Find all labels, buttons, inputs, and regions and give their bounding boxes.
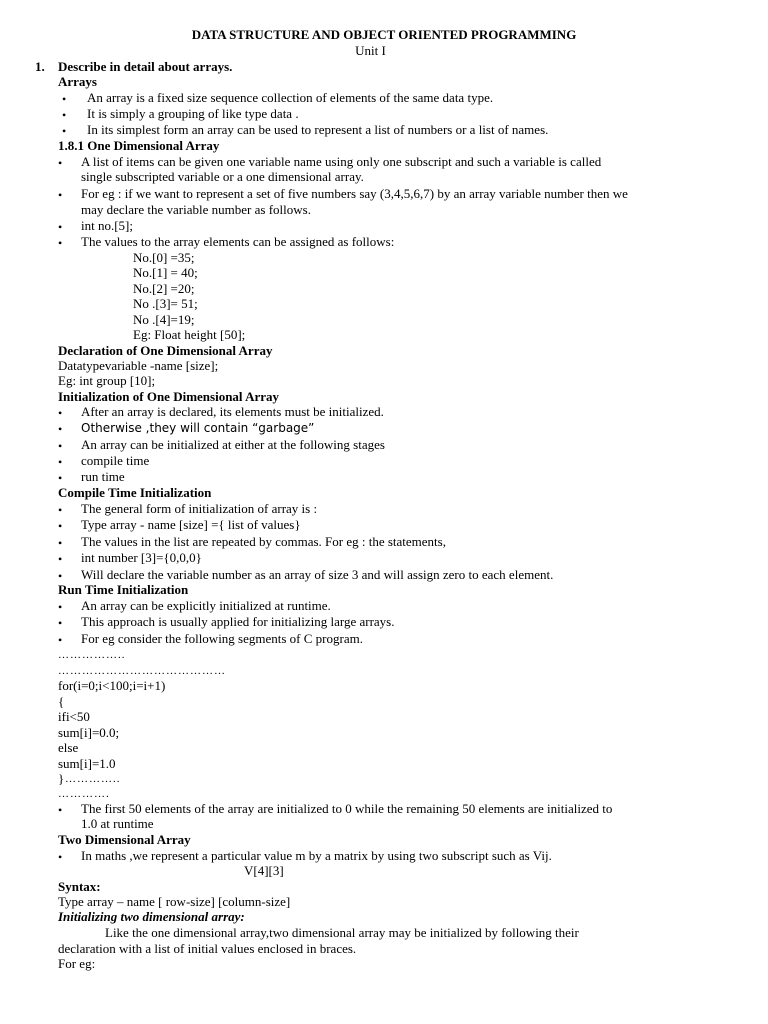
declaration-heading: Declaration of One Dimensional Array bbox=[58, 343, 273, 358]
run-time-bullet-2: This approach is usually applied for initializing large arrays. bbox=[81, 614, 395, 629]
bullet-icon: • bbox=[58, 552, 63, 566]
compile-time-bullet-3: The values in the list are repeated by commas. For eg : the statements, bbox=[81, 534, 446, 549]
initialization-bullet-5: run time bbox=[81, 469, 125, 484]
one-dim-bullet-4: The values to the array elements can be assigned as follows: bbox=[81, 234, 395, 249]
matrix-notation: V[4][3] bbox=[244, 863, 284, 878]
bullet-icon: • bbox=[58, 616, 63, 630]
one-dim-bullet-3: int no.[5]; bbox=[81, 218, 133, 233]
bullet-icon: • bbox=[58, 569, 63, 583]
initialization-bullet-3: An array can be initialized at either at the following stages bbox=[81, 437, 385, 452]
bullet-icon: • bbox=[58, 220, 63, 234]
one-dim-bullet-2-line-2: may declare the variable number as follows. bbox=[81, 202, 311, 217]
code-line: sum[i]=0.0; bbox=[58, 725, 120, 740]
question-text: Describe in detail about arrays. bbox=[58, 59, 233, 74]
compile-time-heading: Compile Time Initialization bbox=[58, 485, 212, 500]
declaration-example: Eg: int group [10]; bbox=[58, 373, 156, 388]
assignment-example: Eg: Float height [50]; bbox=[133, 327, 246, 342]
document-title: DATA STRUCTURE AND OBJECT ORIENTED PROGRAMMING bbox=[191, 27, 577, 42]
assignment-line: No.[1] = 40; bbox=[133, 265, 198, 280]
syntax-text: Type array – name [ row-size] [column-size] bbox=[58, 894, 291, 909]
one-dim-bullet-1-line-1: A list of items can be given one variable name using only one subscript and such a variable is called bbox=[81, 154, 602, 169]
arrays-bullet-3: In its simplest form an array can be used to represent a list of numbers or a list of names. bbox=[87, 122, 549, 137]
two-dim-heading: Two Dimensional Array bbox=[58, 832, 191, 847]
arrays-bullet-1: An array is a fixed size sequence collection of elements of the same data type. bbox=[87, 90, 494, 105]
bullet-icon: • bbox=[58, 236, 63, 250]
assignment-line: No .[4]=19; bbox=[133, 312, 195, 327]
compile-time-bullet-1: The general form of initialization of array is : bbox=[81, 501, 318, 516]
question-number: 1. bbox=[35, 59, 45, 74]
bullet-icon: • bbox=[58, 455, 63, 469]
initialization-heading: Initialization of One Dimensional Array bbox=[58, 389, 279, 404]
initialization-bullet-2: Otherwise ,they will contain “garbage” bbox=[81, 421, 315, 435]
bullet-icon: • bbox=[58, 536, 63, 550]
bullet-icon: • bbox=[58, 503, 63, 517]
bullet-icon: • bbox=[62, 92, 67, 106]
compile-time-bullet-4: int number [3]={0,0,0} bbox=[81, 550, 202, 565]
ellipsis-line: …………. bbox=[58, 788, 110, 800]
bullet-icon: • bbox=[58, 803, 63, 817]
ellipsis-line: …………….. bbox=[58, 649, 126, 661]
code-close-brace: } bbox=[58, 771, 65, 786]
one-dim-bullet-2-line-1: For eg : if we want to represent a set of five numbers say (3,4,5,6,7) by an array variable number then we bbox=[81, 186, 628, 201]
for-eg-label: For eg: bbox=[58, 956, 96, 971]
unit-label: Unit I bbox=[355, 43, 386, 58]
bullet-icon: • bbox=[62, 124, 67, 138]
init-2d-heading: Initializing two dimensional array: bbox=[58, 909, 245, 924]
two-dim-bullet: In maths ,we represent a particular value m by a matrix by using two subscript such as Vij. bbox=[81, 848, 552, 863]
compile-time-bullet-2: Type array - name [size] ={ list of values} bbox=[81, 517, 301, 532]
arrays-heading: Arrays bbox=[58, 74, 97, 89]
run-time-bullet-1: An array can be explicitly initialized at runtime. bbox=[81, 598, 331, 613]
assignment-line: No .[3]= 51; bbox=[133, 296, 198, 311]
ellipsis-line: …………………………………… bbox=[58, 665, 226, 677]
one-dim-bullet-1-line-2: single subscripted variable or a one dimensional array. bbox=[81, 169, 364, 184]
bullet-icon: • bbox=[58, 439, 63, 453]
bullet-icon: • bbox=[58, 188, 63, 202]
code-line: for(i=0;i<100;i=i+1) bbox=[58, 678, 166, 693]
initialization-bullet-1: After an array is declared, its elements must be initialized. bbox=[81, 404, 384, 419]
run-time-note-line-1: The first 50 elements of the array are initialized to 0 while the remaining 50 elements are initialized to bbox=[81, 801, 613, 816]
bullet-icon: • bbox=[58, 406, 63, 420]
assignment-line: No.[0] =35; bbox=[133, 250, 195, 265]
ellipsis-line: ………….. bbox=[65, 773, 121, 785]
code-line: { bbox=[58, 694, 65, 709]
code-line: sum[i]=1.0 bbox=[58, 756, 116, 771]
code-line: ifi<50 bbox=[58, 709, 90, 724]
one-dim-heading: 1.8.1 One Dimensional Array bbox=[58, 138, 220, 153]
syntax-heading: Syntax: bbox=[58, 879, 101, 894]
run-time-heading: Run Time Initialization bbox=[58, 582, 189, 597]
bullet-icon: • bbox=[62, 108, 67, 122]
compile-time-bullet-5: Will declare the variable number as an array of size 3 and will assign zero to each element. bbox=[81, 567, 554, 582]
assignment-line: No.[2] =20; bbox=[133, 281, 195, 296]
bullet-icon: • bbox=[58, 519, 63, 533]
code-line: else bbox=[58, 740, 79, 755]
init-2d-para-line-2: declaration with a list of initial values enclosed in braces. bbox=[58, 941, 357, 956]
arrays-bullet-2: It is simply a grouping of like type data . bbox=[87, 106, 299, 121]
init-2d-para-line-1: Like the one dimensional array,two dimensional array may be initialized by following their bbox=[105, 925, 579, 940]
bullet-icon: • bbox=[58, 600, 63, 614]
declaration-syntax: Datatypevariable -name [size]; bbox=[58, 358, 219, 373]
bullet-icon: • bbox=[58, 156, 63, 170]
bullet-icon: • bbox=[58, 633, 63, 647]
initialization-bullet-4: compile time bbox=[81, 453, 150, 468]
bullet-icon: • bbox=[58, 471, 63, 485]
run-time-bullet-3: For eg consider the following segments of C program. bbox=[81, 631, 363, 646]
run-time-note-line-2: 1.0 at runtime bbox=[81, 816, 154, 831]
bullet-icon: • bbox=[58, 850, 63, 864]
bullet-icon: • bbox=[58, 422, 63, 436]
